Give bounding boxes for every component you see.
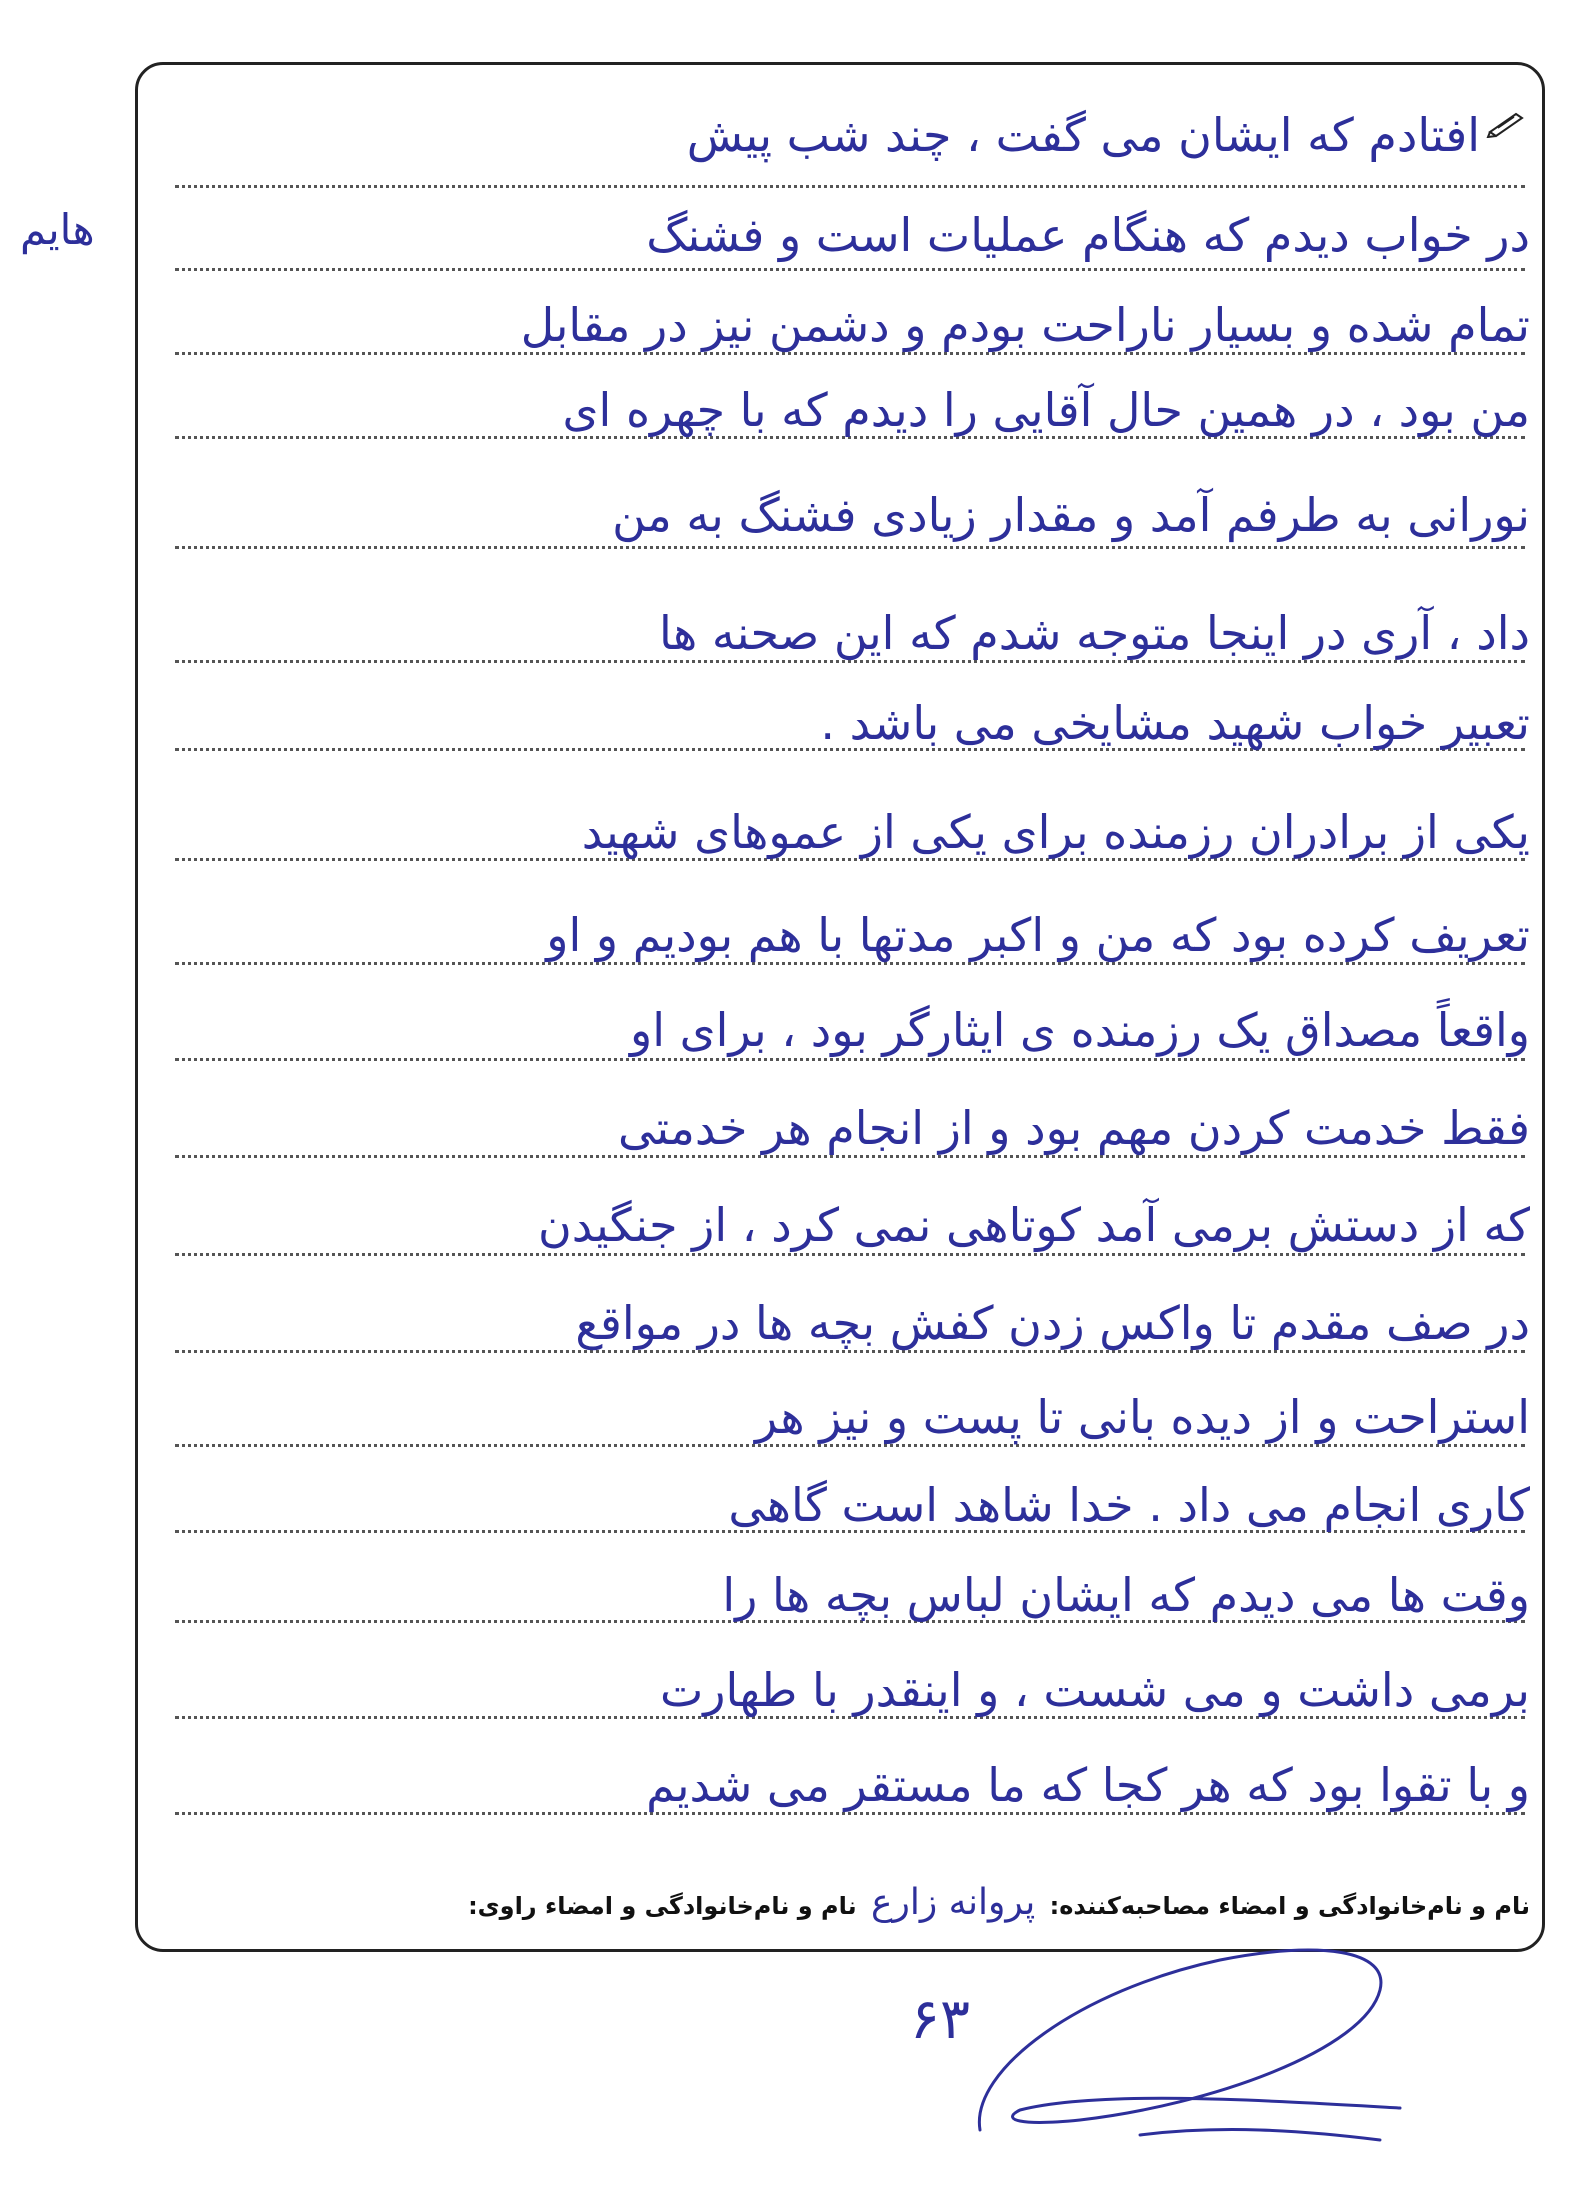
text-line-4: من بود ، در همین حال آقایی را دیدم که با چهره ای (562, 383, 1530, 437)
ruled-line (175, 185, 1525, 188)
text-line-17: برمی داشت و می شست ، و اینقدر با طهارت (659, 1663, 1530, 1717)
text-line-5: نورانی به طرفم آمد و مقدار زیادی فشنگ به من (612, 488, 1530, 542)
text-line-3: تمام شده و بسیار ناراحت بودم و دشمن نیز در مقابل (520, 298, 1530, 352)
text-line-11: فقط خدمت کردن مهم بود و از انجام هر خدمتی (617, 1101, 1530, 1155)
signature-mark (960, 1930, 1420, 2160)
text-line-1: افتادم که ایشان می گفت ، چند شب پیش (686, 108, 1480, 162)
text-line-6: داد ، آری در اینجا متوجه شدم که این صحنه ها (659, 606, 1530, 660)
text-line-12: که از دستش برمی آمد کوتاهی نمی کرد ، از جنگیدن (537, 1198, 1530, 1252)
text-line-16: وقت ها می دیدم که ایشان لباس بچه ها را (722, 1568, 1530, 1622)
text-line-8: یکی از برادران رزمنده برای یکی از عموهای شهید (581, 805, 1530, 859)
text-line-15: کاری انجام می داد . خدا شاهد است گاهی (728, 1478, 1530, 1532)
interviewer-label: نام و نام‌خانوادگی و امضاء مصاحبه‌کننده: (1049, 1892, 1530, 1920)
text-line-10: واقعاً مصداق یک رزمنده ی ایثارگر بود ، برای او (630, 1003, 1530, 1057)
interviewer-name: پروانه زارع (870, 1882, 1036, 1923)
pen-icon (1486, 108, 1526, 138)
text-line-7: تعبیر خواب شهید مشایخی می باشد . (820, 696, 1530, 750)
text-line-18: و با تقوا بود که هر کجا که ما مستقر می شدیم (646, 1758, 1530, 1812)
text-line-13: در صف مقدم تا واکس زدن کفش بچه ها در مواقع (575, 1296, 1530, 1350)
narrator-label: نام و نام‌خانوادگی و امضاء راوی: (468, 1892, 857, 1920)
text-line-14: استراحت و از دیده بانی تا پست و نیز هر (754, 1390, 1530, 1444)
text-line-9: تعریف کرده بود که من و اکبر مدتها با هم بودیم و او (546, 908, 1530, 962)
text-line-2: در خواب دیدم که هنگام عملیات است و فشنگ (646, 208, 1530, 262)
footer-signature-row (160, 1878, 1530, 1928)
page-number: ۶۳ (909, 1987, 971, 2052)
margin-note: هایم (20, 205, 95, 254)
